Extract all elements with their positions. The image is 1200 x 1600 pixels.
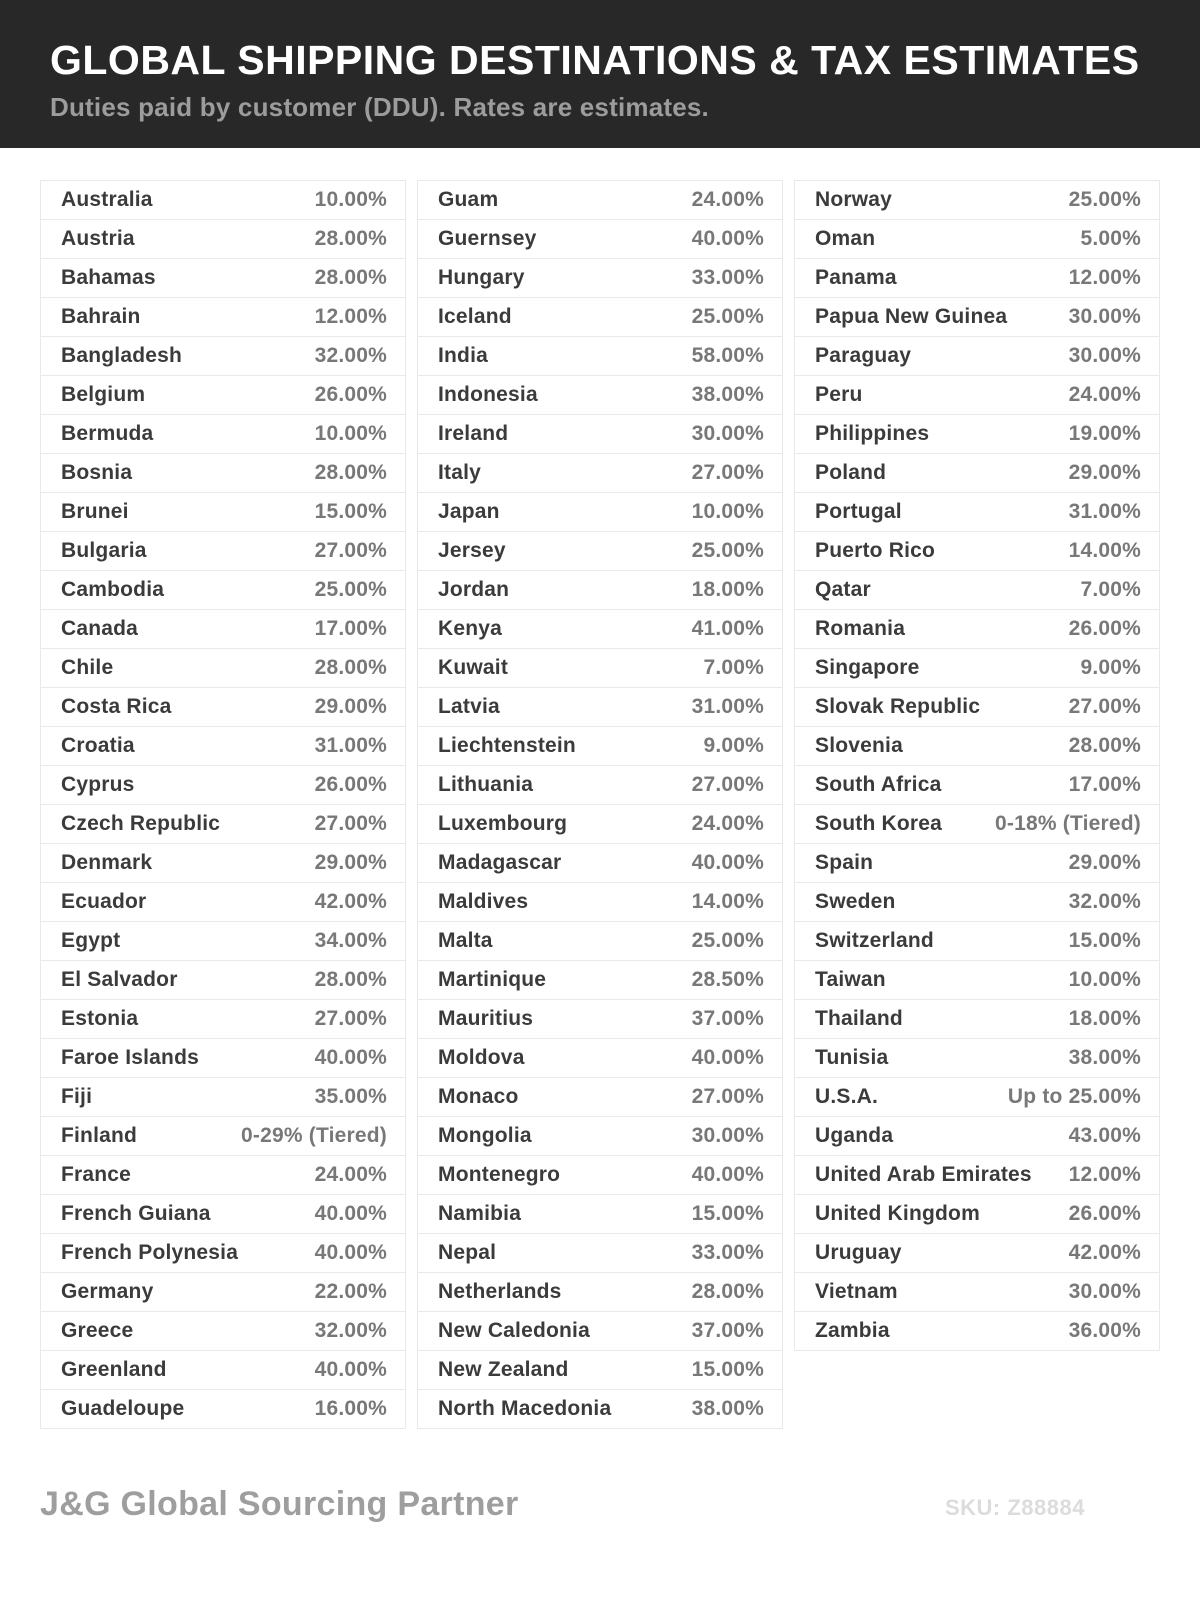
country-name: Liechtenstein — [438, 734, 576, 757]
country-name: Spain — [815, 851, 874, 874]
country-name: Norway — [815, 188, 893, 211]
country-name: Uganda — [815, 1124, 894, 1147]
rate-value: 38.00% — [1068, 1046, 1141, 1069]
country-name: Bulgaria — [61, 539, 147, 562]
rate-value: 27.00% — [691, 1085, 764, 1108]
table-row — [40, 219, 406, 259]
rate-value: 32.00% — [1068, 890, 1141, 913]
rate-value: 26.00% — [1068, 617, 1141, 640]
table-row — [794, 648, 1160, 688]
table-row — [40, 375, 406, 415]
table-row — [417, 1116, 783, 1156]
table-row — [40, 258, 406, 298]
country-name: Thailand — [815, 1007, 903, 1030]
country-name: U.S.A. — [815, 1085, 879, 1108]
rate-value: 24.00% — [691, 188, 764, 211]
rate-value: 30.00% — [691, 1124, 764, 1147]
rate-value: 18.00% — [1068, 1007, 1141, 1030]
rate-value: 22.00% — [314, 1280, 387, 1303]
table-row — [794, 180, 1160, 220]
table-row — [40, 570, 406, 610]
rate-value: 37.00% — [691, 1319, 764, 1342]
country-name: Cambodia — [61, 578, 165, 601]
table-row — [417, 1350, 783, 1390]
country-name: North Macedonia — [438, 1397, 612, 1420]
country-name: Puerto Rico — [815, 539, 936, 562]
country-name: Tunisia — [815, 1046, 889, 1069]
table-row — [40, 765, 406, 805]
rate-value: 7.00% — [703, 656, 764, 679]
table-row — [417, 726, 783, 766]
rate-value: 15.00% — [691, 1202, 764, 1225]
country-name: Hungary — [438, 266, 525, 289]
country-name: Moldova — [438, 1046, 525, 1069]
table-row — [794, 453, 1160, 493]
country-name: Japan — [438, 500, 500, 523]
table-row — [417, 882, 783, 922]
country-name: South Africa — [815, 773, 942, 796]
country-name: Czech Republic — [61, 812, 221, 835]
table-row — [417, 921, 783, 961]
country-name: Lithuania — [438, 773, 534, 796]
table-row — [794, 219, 1160, 259]
country-name: New Caledonia — [438, 1319, 590, 1342]
country-name: Uruguay — [815, 1241, 902, 1264]
rate-value: 29.00% — [1068, 851, 1141, 874]
country-name: New Zealand — [438, 1358, 569, 1381]
rate-value: 28.00% — [314, 227, 387, 250]
country-name: Nepal — [438, 1241, 497, 1264]
country-name: Kuwait — [438, 656, 509, 679]
country-name: French Guiana — [61, 1202, 211, 1225]
country-name: Indonesia — [438, 383, 538, 406]
table-row — [40, 1389, 406, 1429]
rate-value: 27.00% — [691, 773, 764, 796]
country-name: Bosnia — [61, 461, 133, 484]
rate-value: 25.00% — [314, 578, 387, 601]
rate-value: 41.00% — [691, 617, 764, 640]
country-name: Portugal — [815, 500, 902, 523]
table-row — [417, 1194, 783, 1234]
rate-value: 0-29% (Tiered) — [241, 1124, 387, 1147]
country-name: Brunei — [61, 500, 129, 523]
country-name: Guadeloupe — [61, 1397, 185, 1420]
country-name: Oman — [815, 227, 876, 250]
table-row — [40, 297, 406, 337]
country-name: Switzerland — [815, 929, 934, 952]
page-header — [0, 0, 1200, 148]
table-row — [417, 297, 783, 337]
rate-value: 36.00% — [1068, 1319, 1141, 1342]
country-name: Qatar — [815, 578, 871, 601]
table-row — [417, 375, 783, 415]
country-name: India — [438, 344, 489, 367]
country-name: Panama — [815, 266, 897, 289]
table-row — [40, 336, 406, 376]
table-row — [794, 375, 1160, 415]
table-row — [417, 687, 783, 727]
country-name: Latvia — [438, 695, 500, 718]
brand-name: J&G Global Sourcing Partner — [40, 1485, 519, 1523]
rate-value: 35.00% — [314, 1085, 387, 1108]
table-row — [40, 180, 406, 220]
country-name: Montenegro — [438, 1163, 561, 1186]
rate-value: 29.00% — [1068, 461, 1141, 484]
rate-value: 43.00% — [1068, 1124, 1141, 1147]
table-row — [417, 1272, 783, 1312]
country-name: Chile — [61, 656, 114, 679]
rate-value: 19.00% — [1068, 422, 1141, 445]
rate-value: 32.00% — [314, 1319, 387, 1342]
rate-value: 27.00% — [691, 461, 764, 484]
country-name: Vietnam — [815, 1280, 898, 1303]
table-row — [40, 960, 406, 1000]
rate-value: 40.00% — [314, 1202, 387, 1225]
rate-value: 31.00% — [314, 734, 387, 757]
table-row — [794, 843, 1160, 883]
rate-value: 7.00% — [1080, 578, 1141, 601]
rate-value: 28.00% — [314, 968, 387, 991]
country-name: Romania — [815, 617, 906, 640]
table-row — [794, 414, 1160, 454]
rate-value: 28.00% — [314, 656, 387, 679]
rate-value: 9.00% — [703, 734, 764, 757]
table-column-1 — [40, 180, 406, 1429]
country-name: United Arab Emirates — [815, 1163, 1032, 1186]
rate-value: 12.00% — [1068, 1163, 1141, 1186]
rate-value: 37.00% — [691, 1007, 764, 1030]
country-name: Egypt — [61, 929, 121, 952]
rate-value: 10.00% — [1068, 968, 1141, 991]
country-name: Malta — [438, 929, 493, 952]
table-row — [40, 882, 406, 922]
country-name: Croatia — [61, 734, 135, 757]
country-name: Greece — [61, 1319, 134, 1342]
rate-value: 33.00% — [691, 1241, 764, 1264]
rate-value: 28.00% — [314, 461, 387, 484]
table-row — [40, 609, 406, 649]
country-name: Bangladesh — [61, 344, 183, 367]
rate-value: 29.00% — [314, 695, 387, 718]
rate-value: 31.00% — [691, 695, 764, 718]
rate-value: 32.00% — [314, 344, 387, 367]
page-footer — [40, 1485, 1160, 1524]
country-name: Singapore — [815, 656, 920, 679]
table-row — [40, 921, 406, 961]
table-row — [40, 1350, 406, 1390]
rate-value: 16.00% — [314, 1397, 387, 1420]
rate-value: 30.00% — [1068, 344, 1141, 367]
table-row — [794, 492, 1160, 532]
table-row — [417, 804, 783, 844]
table-row — [40, 726, 406, 766]
table-row — [40, 453, 406, 493]
country-name: Philippines — [815, 422, 930, 445]
rate-value: 40.00% — [314, 1046, 387, 1069]
rate-value: 24.00% — [314, 1163, 387, 1186]
country-name: France — [61, 1163, 132, 1186]
table-row — [794, 570, 1160, 610]
rate-value: 42.00% — [1068, 1241, 1141, 1264]
table-row — [417, 609, 783, 649]
table-row — [794, 531, 1160, 571]
country-name: Estonia — [61, 1007, 139, 1030]
rate-value: 12.00% — [1068, 266, 1141, 289]
table-row — [40, 1311, 406, 1351]
rate-value: 10.00% — [314, 422, 387, 445]
rate-value: 26.00% — [314, 773, 387, 796]
table-row — [794, 726, 1160, 766]
country-name: Germany — [61, 1280, 154, 1303]
table-row — [40, 492, 406, 532]
rate-value: 28.00% — [314, 266, 387, 289]
sku-label: SKU: Z88884 — [944, 1495, 1085, 1520]
table-row — [40, 531, 406, 571]
table-row — [794, 336, 1160, 376]
country-name: Zambia — [815, 1319, 890, 1342]
table-row — [417, 1389, 783, 1429]
table-row — [794, 960, 1160, 1000]
rate-value: 26.00% — [1068, 1202, 1141, 1225]
table-row — [794, 1155, 1160, 1195]
country-name: Bahrain — [61, 305, 141, 328]
table-row — [417, 960, 783, 1000]
table-row — [417, 414, 783, 454]
table-row — [794, 999, 1160, 1039]
country-name: Bermuda — [61, 422, 154, 445]
country-name: Monaco — [438, 1085, 519, 1108]
rate-value: 10.00% — [314, 188, 387, 211]
rate-value: 28.50% — [691, 968, 764, 991]
rate-value: 15.00% — [1068, 929, 1141, 952]
rate-value: 18.00% — [691, 578, 764, 601]
table-row — [794, 1272, 1160, 1312]
country-name: French Polynesia — [61, 1241, 239, 1264]
table-column-3 — [794, 180, 1160, 1351]
rate-value: 58.00% — [691, 344, 764, 367]
country-name: Netherlands — [438, 1280, 562, 1303]
country-name: Kenya — [438, 617, 503, 640]
table-row — [417, 1077, 783, 1117]
country-name: Bahamas — [61, 266, 156, 289]
table-row — [794, 1038, 1160, 1078]
table-row — [794, 297, 1160, 337]
country-name: Australia — [61, 188, 153, 211]
country-name: Denmark — [61, 851, 153, 874]
rate-value: 5.00% — [1080, 227, 1141, 250]
rate-value: 27.00% — [314, 539, 387, 562]
table-row — [794, 1194, 1160, 1234]
table-row — [417, 258, 783, 298]
table-row — [40, 1194, 406, 1234]
country-name: Peru — [815, 383, 863, 406]
rate-value: 17.00% — [314, 617, 387, 640]
rate-value: 40.00% — [691, 1163, 764, 1186]
table-row — [40, 1116, 406, 1156]
rate-value: 25.00% — [1068, 188, 1141, 211]
rate-value: Up to 25.00% — [1007, 1085, 1141, 1108]
table-row — [417, 531, 783, 571]
country-name: Guernsey — [438, 227, 537, 250]
table-row — [417, 1038, 783, 1078]
table-row — [417, 180, 783, 220]
rate-value: 0-18% (Tiered) — [995, 812, 1141, 835]
table-row — [417, 843, 783, 883]
country-name: Cyprus — [61, 773, 135, 796]
country-name: Slovak Republic — [815, 695, 981, 718]
table-row — [417, 999, 783, 1039]
rate-value: 30.00% — [691, 422, 764, 445]
table-row — [40, 843, 406, 883]
country-name: South Korea — [815, 812, 943, 835]
table-row — [794, 1311, 1160, 1351]
table-row — [417, 219, 783, 259]
table-row — [794, 687, 1160, 727]
rate-value: 28.00% — [1068, 734, 1141, 757]
rate-value: 14.00% — [1068, 539, 1141, 562]
country-name: Paraguay — [815, 344, 912, 367]
table-row — [794, 1116, 1160, 1156]
rate-value: 33.00% — [691, 266, 764, 289]
rate-value: 25.00% — [691, 305, 764, 328]
country-name: Namibia — [438, 1202, 522, 1225]
rate-value: 9.00% — [1080, 656, 1141, 679]
rate-value: 40.00% — [691, 851, 764, 874]
table-row — [40, 1233, 406, 1273]
rate-value: 15.00% — [691, 1358, 764, 1381]
table-row — [417, 1233, 783, 1273]
table-row — [40, 1077, 406, 1117]
country-name: Maldives — [438, 890, 529, 913]
rate-value: 40.00% — [691, 1046, 764, 1069]
table-row — [40, 1155, 406, 1195]
rate-value: 24.00% — [691, 812, 764, 835]
rate-value: 28.00% — [691, 1280, 764, 1303]
table-row — [40, 648, 406, 688]
table-row — [794, 804, 1160, 844]
country-name: Faroe Islands — [61, 1046, 199, 1069]
country-name: Martinique — [438, 968, 547, 991]
rate-value: 40.00% — [314, 1241, 387, 1264]
rate-value: 40.00% — [314, 1358, 387, 1381]
rate-value: 38.00% — [691, 1397, 764, 1420]
table-row — [40, 414, 406, 454]
rate-value: 40.00% — [691, 227, 764, 250]
country-name: Jordan — [438, 578, 510, 601]
table-row — [40, 1272, 406, 1312]
rate-value: 27.00% — [314, 1007, 387, 1030]
table-row — [417, 765, 783, 805]
country-name: Costa Rica — [61, 695, 172, 718]
table-row — [794, 609, 1160, 649]
rate-value: 10.00% — [691, 500, 764, 523]
rate-value: 14.00% — [691, 890, 764, 913]
table-row — [417, 1311, 783, 1351]
table-row — [40, 687, 406, 727]
table-row — [40, 1038, 406, 1078]
country-name: Fiji — [61, 1085, 93, 1108]
page-title: GLOBAL SHIPPING DESTINATIONS & TAX ESTIMATES — [50, 37, 1140, 83]
rate-value: 38.00% — [691, 383, 764, 406]
tax-rate-table — [40, 180, 1160, 1429]
rate-value: 25.00% — [691, 539, 764, 562]
country-name: Mongolia — [438, 1124, 532, 1147]
rate-value: 24.00% — [1068, 383, 1141, 406]
rate-value: 26.00% — [314, 383, 387, 406]
country-name: Ecuador — [61, 890, 147, 913]
table-row — [794, 1233, 1160, 1273]
table-row — [794, 258, 1160, 298]
country-name: Sweden — [815, 890, 896, 913]
rate-value: 30.00% — [1068, 1280, 1141, 1303]
rate-value: 42.00% — [314, 890, 387, 913]
table-row — [794, 1077, 1160, 1117]
country-name: Greenland — [61, 1358, 167, 1381]
table-row — [794, 882, 1160, 922]
country-name: United Kingdom — [815, 1202, 980, 1225]
country-name: Slovenia — [815, 734, 903, 757]
country-name: Ireland — [438, 422, 509, 445]
rate-value: 27.00% — [314, 812, 387, 835]
country-name: Belgium — [61, 383, 146, 406]
rate-value: 34.00% — [314, 929, 387, 952]
table-column-2 — [417, 180, 783, 1429]
country-name: Italy — [438, 461, 482, 484]
table-row — [417, 570, 783, 610]
country-name: Austria — [61, 227, 135, 250]
rate-value: 25.00% — [691, 929, 764, 952]
table-row — [417, 492, 783, 532]
table-row — [417, 1155, 783, 1195]
rate-value: 27.00% — [1068, 695, 1141, 718]
country-name: Iceland — [438, 305, 512, 328]
country-name: Madagascar — [438, 851, 562, 874]
rate-value: 17.00% — [1068, 773, 1141, 796]
table-row — [794, 921, 1160, 961]
table-row — [794, 765, 1160, 805]
table-row — [417, 336, 783, 376]
table-row — [40, 999, 406, 1039]
table-row — [40, 804, 406, 844]
country-name: Canada — [61, 617, 139, 640]
rate-value: 12.00% — [314, 305, 387, 328]
country-name: Papua New Guinea — [815, 305, 1008, 328]
page-subtitle: Duties paid by customer (DDU). Rates are estimates. — [50, 92, 709, 123]
country-name: El Salvador — [61, 968, 178, 991]
country-name: Guam — [438, 188, 499, 211]
country-name: Poland — [815, 461, 887, 484]
country-name: Jersey — [438, 539, 506, 562]
rate-value: 30.00% — [1068, 305, 1141, 328]
rate-value: 31.00% — [1068, 500, 1141, 523]
country-name: Luxembourg — [438, 812, 568, 835]
rate-value: 15.00% — [314, 500, 387, 523]
country-name: Mauritius — [438, 1007, 534, 1030]
country-name: Taiwan — [815, 968, 886, 991]
rate-value: 29.00% — [314, 851, 387, 874]
table-row — [417, 453, 783, 493]
table-row — [417, 648, 783, 688]
country-name: Finland — [61, 1124, 138, 1147]
